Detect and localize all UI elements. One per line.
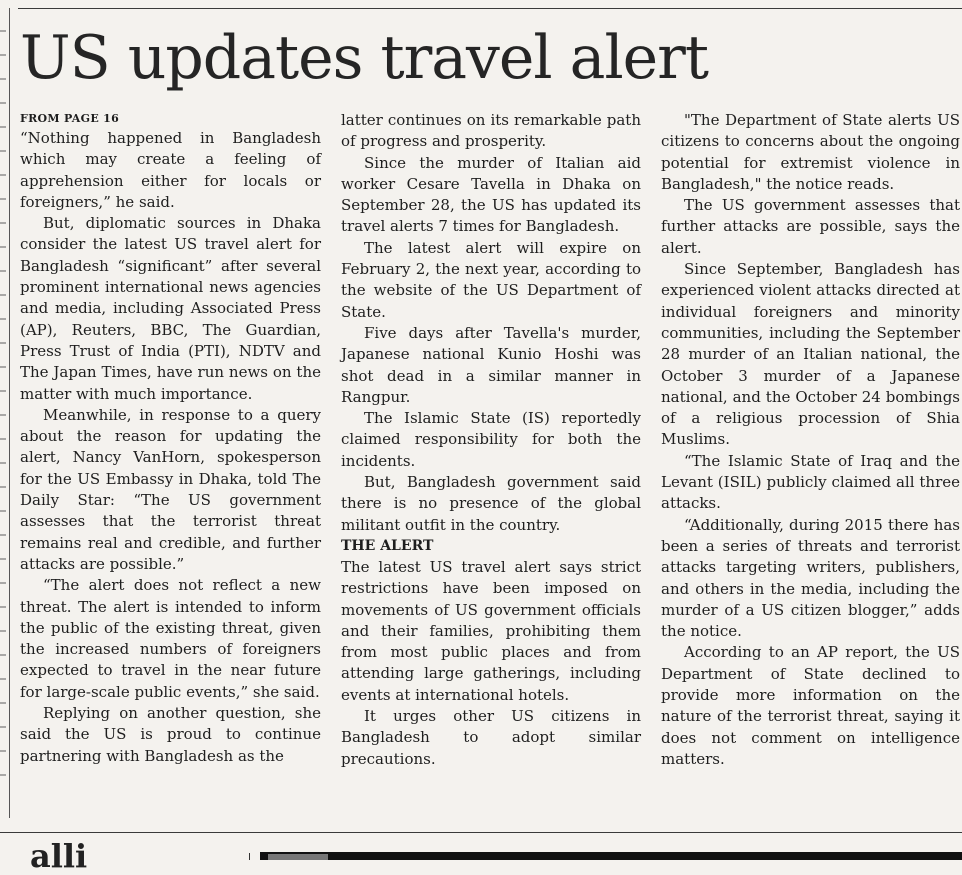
paragraph: Replying on another question, she said the US is proud to continue partnering with Bangladesh as the <box>20 704 321 765</box>
paragraph: The US government assesses that further attacks are possible, says the alert. <box>661 196 960 257</box>
paragraph: “Additionally, during 2015 there has been a series of threats and terrorist attacks targeting writers, publishers, and others in the media, including the murder of a US citizen blogger,” adds the notice. <box>661 515 960 641</box>
jump-line: FROM PAGE 16 <box>20 112 120 125</box>
article-column-1 <box>20 110 321 767</box>
paragraph: "The Department of State alerts US citizens to concerns about the ongoing potential for extremist violence in Bangladesh," the notice reads. <box>661 111 960 193</box>
next-story-headline-fragment: alli <box>30 837 88 875</box>
advertisement-mark <box>268 854 328 860</box>
column-divider <box>249 853 250 860</box>
paragraph: latter continues on its remarkable path of progress and prosperity. <box>341 111 641 151</box>
paragraph: According to an AP report, the US Department of State declined to provide more information on the nature of the terrorist threat, saying it does not comment on intelligence matters. <box>661 643 960 768</box>
top-rule <box>18 8 962 9</box>
paragraph: “The Islamic State of Iraq and the Levant (ISIL) publicly claimed all three attacks. <box>661 451 960 513</box>
bottom-rule <box>0 832 962 833</box>
headline: US updates travel alert <box>20 23 708 93</box>
paragraph: The Islamic State (IS) reportedly claimed responsibility for both the incidents. <box>341 409 641 470</box>
paragraph: Since the murder of Italian aid worker Cesare Tavella in Dhaka on September 28, the US has updated its travel alerts 7 times for Bangladesh. <box>341 153 641 236</box>
paragraph: “Nothing happened in Bangladesh which may create a feeling of apprehension either for locals or foreigners,” he said. <box>20 129 321 211</box>
subheading: THE ALERT <box>341 537 434 554</box>
paragraph: It urges other US citizens in Bangladesh to adopt similar precautions. <box>341 707 641 768</box>
left-column-rule <box>9 8 10 818</box>
paragraph: But, Bangladesh government said there is no presence of the global militant outfit in the country. <box>341 473 641 534</box>
page-edge-marks <box>0 30 6 790</box>
article-column-3 <box>661 110 960 770</box>
paragraph: But, diplomatic sources in Dhaka consider the latest US travel alert for Bangladesh “significant” after several prominent international news agencies and media, including Associated Press (AP), Reuters, BBC, The Guardian, Press Trust of India (PTI), NDTV and The Japan Times, have run news on the matter with much importance. <box>20 214 321 403</box>
paragraph: The latest US travel alert says strict restrictions have been imposed on movements of US government officials and their families, prohibiting them from most public places and from attending large gatherings, including events at international hotels. <box>341 557 641 704</box>
paragraph: The latest alert will expire on February 2, the next year, according to the website of the US Department of State. <box>341 238 641 321</box>
paragraph: Five days after Tavella's murder, Japanese national Kunio Hoshi was shot dead in a similar manner in Rangpur. <box>341 323 641 406</box>
article-column-2 <box>341 110 641 770</box>
paragraph: Since September, Bangladesh has experienced violent attacks directed at individual foreigners and minority communities, including the September 28 murder of an Italian national, the October 3 murder of a Japanese national, and the October 24 bombings of a religious procession of Shia Muslims. <box>661 260 960 449</box>
paragraph: “The alert does not reflect a new threat. The alert is intended to inform the public of the existing threat, given the increased numbers of foreigners expected to travel in the near future for large-scale public events,” she said. <box>20 576 321 701</box>
advertisement-strip <box>260 852 962 860</box>
paragraph: Meanwhile, in response to a query about the reason for updating the alert, Nancy VanHorn, spokesperson for the US Embassy in Dhaka, told The Daily Star: “The US government assesses that the terrorist threat remains real and credible, and further attacks are possible.” <box>20 405 321 573</box>
